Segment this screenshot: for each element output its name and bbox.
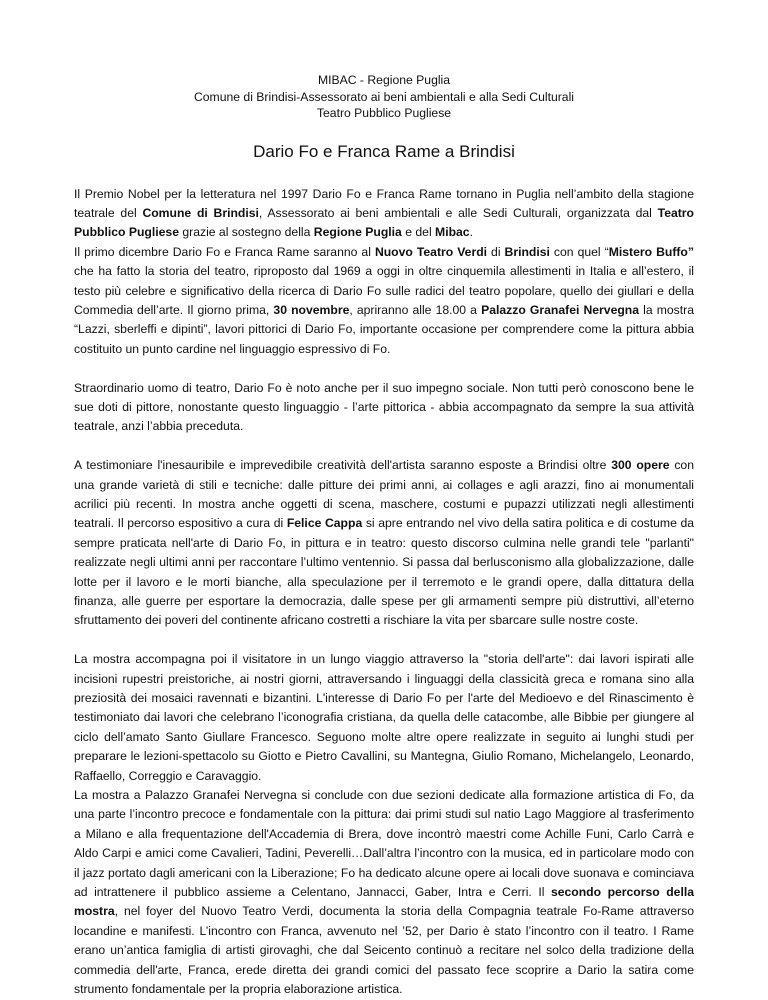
paragraph-1 (74, 185, 694, 243)
paragraph-5 (74, 650, 694, 786)
bold-text-run: Felice Cappa (286, 516, 363, 531)
document-header (74, 72, 694, 122)
text-run: , nel foyer del Nuovo Teatro Verdi, documenta la storia della Compagnia teatrale Fo-Rame attraverso locandine e manifesti. L’incontro con Franca, avvenuto nel ’52, per Dario è stato l’incontro con il teatro. I Rame erano un’antica famiglia di artisti girovaghi, che dal Seicento continuò a recitare nel solco della tradizione della commedia dell'arte, Franca, erede diretta dei grandi comici del passato fece scoprire a Dario la satira come strumento fondamentale per la propria elaborazione artistica. (74, 904, 694, 997)
bold-text-run: Comune di Brindisi (142, 205, 259, 220)
header-line-3: Teatro Pubblico Pugliese (316, 106, 452, 120)
bold-text-run: Palazzo Granafei Nervegna (481, 302, 640, 317)
paragraph-4 (74, 456, 694, 631)
text-run: con quel “ (549, 244, 609, 259)
text-run: di (487, 244, 505, 259)
text-run: grazie al sostegno della (178, 225, 314, 240)
text-run: La mostra a Palazzo Granafei Nervegna si conclude con due sezioni dedicate alla formazione artistica di Fo, da una parte l’incontro precoce e fondamentale con la pittura: dai primi studi sul natio Lago Maggiore al trasferimento a Milano e alla frequentazione dell'Accademia di Brera, dove incontrò maestri come Achille Funi, Carlo Carrà e Aldo Carpi e amici come Cavalieri, Tadini, Peverelli…Dall’altra l’incontro con la musica, ed in particolare modo con il jazz portato dagli americani con la Liberazione; Fo ha dedicato alcune opere ai locali dove suonava e cominciava ad intrattenere il pubblico assieme a Celentano, Jannacci, Gaber, Intra e Cerri. Il (74, 788, 694, 900)
header-line-2: Comune di Brindisi-Assessorato ai beni ambientali e alla Sedi Culturali (193, 89, 575, 104)
text-run: con una grande varietà di stili e tecniche: dalle pitture dei primi anni, ai collages e agli arazzi, fino ai monumentali acrilici più recenti. In mostra anche oggetti di scena, maschere, costumi e pupazzi utilizzati negli allestimenti teatrali. Il percorso espositivo a cura di (74, 458, 694, 531)
paragraph-6 (74, 786, 694, 999)
bold-text-run: 30 novembre (273, 302, 350, 317)
bold-text-run: Mistero Buffo” (608, 244, 694, 259)
text-run: . (469, 225, 473, 240)
text-run: che ha fatto la storia del teatro, riproposto dal 1969 a oggi in oltre cinquemila allestimenti in Italia e all’estero, il testo più celebre e significativo della ricerca di Dario Fo sulle radici del teatro popolare, quello dei giullari e della Commedia dell’arte. Il giorno prima, (74, 264, 694, 317)
text-run: Straordinario uomo di teatro, Dario Fo è noto anche per il suo impegno sociale. Non tutti però conoscono bene le sue doti di pittore, nonostante questo linguaggio - l’arte pittorica - abbia accompagnato da sempre la sua attività teatrale, anzi l’abbia preceduta. (74, 380, 694, 434)
bold-text-run: Teatro Pubblico Pugliese (74, 205, 694, 240)
bold-text-run: Mibac (435, 225, 470, 240)
bold-text-run: Nuovo Teatro Verdi (374, 244, 488, 259)
bold-text-run: secondo percorso della mostra (74, 885, 695, 919)
text-run: A testimoniare l'inesauribile e imprevedibile creatività dell'artista saranno esposte a Brindisi oltre (74, 458, 612, 473)
text-run: , apriranno alle 18.00 a (349, 302, 482, 317)
header-line-1: MIBAC - Regione Puglia (317, 73, 451, 87)
paragraph-3 (74, 379, 694, 437)
text-run: e del (401, 225, 436, 240)
text-run: Il primo dicembre Dario Fo e Franca Rame saranno al (74, 244, 375, 259)
paragraph-2 (74, 243, 694, 359)
bold-text-run: Regione Puglia (313, 225, 402, 240)
text-run: la mostra “Lazzi, sberleffi e dipinti”, lavori pittorici di Dario Fo, importante occasione per comprendere come la pittura abbia costituito un punto cardine nel linguaggio espressivo di Fo. (74, 302, 695, 356)
text-run: Il Premio Nobel per la letteratura nel 1997 Dario Fo e Franca Rame tornano in Puglia nell’ambito della stagione teatrale del (74, 186, 694, 220)
text-run: La mostra accompagna poi il visitatore in un lungo viaggio attraverso la "storia dell'arte": dai lavori ispirati alle incisioni rupestri preistoriche, ai nostri giorni, attraversando i linguaggi della classicità greca e romana sino alla preziosità dei mosaici ravennati e bizantini. L'interesse di Dario Fo per l'arte del Medioevo e del Rinascimento è testimoniato dai lavori che celebrano l’iconografia cristiana, da quella delle catacombe, alle Bibbie per giungere al ciclo dell’amato Santo Giullare Francesco. Seguono molte altre opere realizzate in seguito ai lunghi studi per preparare le lezioni-spettacolo su Giotto e Pietro Cavallini, su Mantegna, Giulio Romano, Michelangelo, Leonardo, Raffaello, Correggio e Caravaggio. (74, 652, 694, 783)
bold-text-run: Brindisi (504, 244, 550, 259)
bold-text-run: 300 opere (611, 458, 670, 473)
text-run: si apre entrando nel vivo della satira politica e di costume da sempre praticata nell'arte di Dario Fo, in pittura e in teatro: questo discorso culmina nelle grandi tele "parlanti" realizzate negli ultimi anni per raccontare l’ultimo ventennio. Si passa dal berlusconismo alla globalizzazione, dalle lotte per il lavoro e le morti bianche, alla speculazione per il terremoto e le grandi opere, dalla dittatura della finanza, alle guerre per esportare la democrazia, dalle spese per gli armamenti sempre più distruttivi, all’eterno sfruttamento dei poveri del continente africano costretti a rischiare la vita per sbarcare sulle nostre coste. (74, 516, 695, 628)
document-title: Dario Fo e Franca Rame a Brindisi (253, 141, 515, 161)
text-run: , Assessorato ai beni ambientali e alle Sedi Culturali, organizzata dal (258, 205, 658, 220)
